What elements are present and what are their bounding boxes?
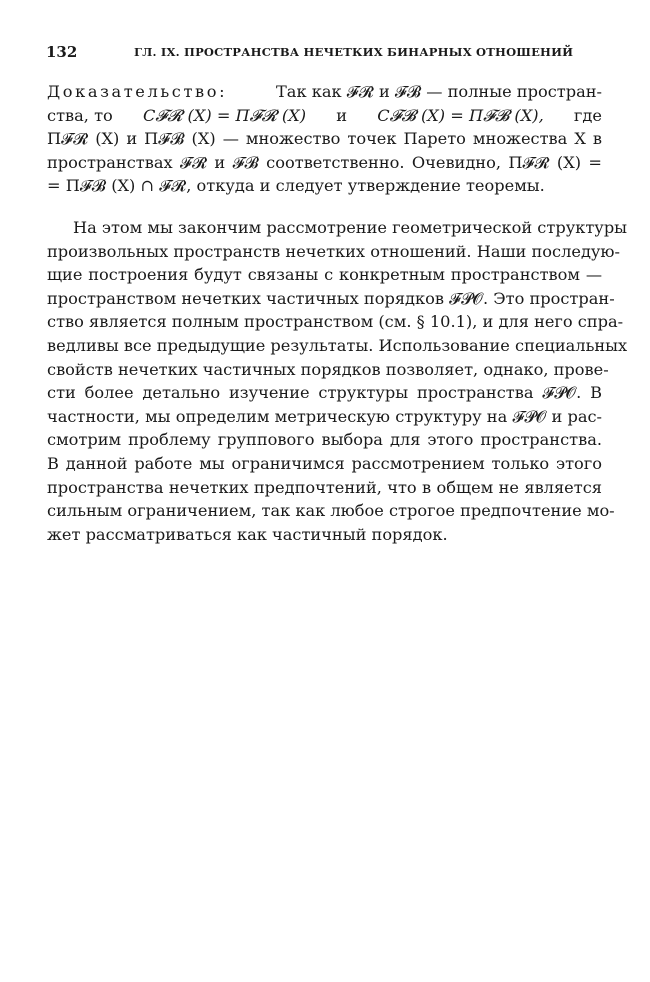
text-segment: ства, то <box>47 105 113 125</box>
body-paragraph <box>47 216 628 546</box>
text-segment: где <box>573 105 602 125</box>
text-line: ство является полным пространством (см. § 10.1), и для него спра- <box>47 312 624 332</box>
running-head <box>46 43 606 63</box>
proof-paragraph <box>47 80 602 198</box>
text-line: пространством нечетких частичных порядков 𝓕𝓟𝓞. Это простран- <box>47 288 615 308</box>
text-line: сти более детально изучение структуры пространства 𝓕𝓟𝓞. В <box>47 383 603 403</box>
text-segment: и <box>336 105 348 125</box>
text-line: жет рассматриваться как частичный порядок. <box>47 524 448 544</box>
formula: C𝓕𝓡 (X) = Π𝓕𝓡 (X) <box>142 105 307 125</box>
page-number: 132 <box>46 43 78 61</box>
proof-line <box>47 104 602 128</box>
text-line: смотрим проблему группового выбора для этого пространства. <box>47 430 603 450</box>
text-line: произвольных пространств нечетких отношений. Наши последую- <box>47 241 620 261</box>
proof-line: пространствах 𝓕𝓡 и 𝓕𝓑 соответственно. Очевидно, Π𝓕𝓡 (X) = <box>47 152 602 172</box>
text-segment: Так как 𝓕𝓡 и 𝓕𝓑 — полные простран- <box>276 82 602 101</box>
chapter-title: ГЛ. IX. ПРОСТРАНСТВА НЕЧЕТКИХ БИНАРНЫХ ОТНОШЕНИЙ <box>134 45 574 59</box>
text-line: В данной работе мы ограничимся рассмотрением только этого <box>47 453 603 473</box>
text-line: На этом мы закончим рассмотрение геометрической структуры <box>73 218 628 237</box>
proof-line: = Π𝓕𝓑 (X) ∩ 𝓕𝓡, откуда и следует утверждение теоремы. <box>47 176 545 196</box>
proof-line: Π𝓕𝓡 (X) и Π𝓕𝓑 (X) — множество точек Парето множества X в <box>47 129 602 149</box>
text-line: свойств нечетких частичных порядков позволяет, однако, прове- <box>47 359 609 379</box>
proof-line <box>47 80 602 104</box>
formula: C𝓕𝓑 (X) = Π𝓕𝓑 (X), <box>377 105 544 125</box>
proof-label: Доказательство: <box>47 82 228 101</box>
text-line: щие построения будут связаны с конкретным пространством — <box>47 265 603 285</box>
text-line: частности, мы определим метрическую структуру на 𝓕𝓟𝓞 и рас- <box>47 406 603 426</box>
text-line: ведливы все предыдущие результаты. Использование специальных <box>47 335 628 355</box>
text-line: сильным ограничением, так как любое строгое предпочтение мо- <box>47 501 615 521</box>
text-line: пространства нечетких предпочтений, что в общем не является <box>47 477 602 497</box>
